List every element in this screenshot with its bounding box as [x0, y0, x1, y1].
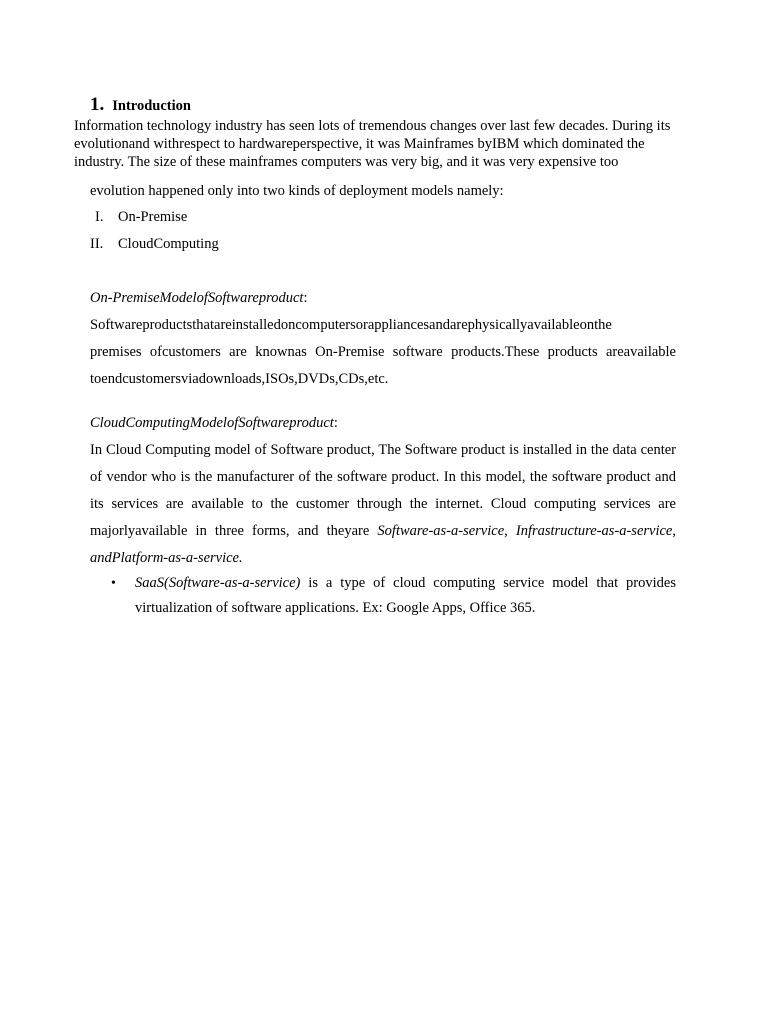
on-premise-heading [90, 288, 307, 308]
on-premise-heading-text: On-PremiseModelofSoftwareproduct [90, 290, 304, 306]
cloud-paragraph [90, 437, 676, 572]
cloud-heading-text: CloudComputingModelofSoftwareproduct [90, 415, 334, 431]
paragraph-line: Softwareproductsthatareinstalledoncomputersorappliancesandarephysicallyavailableonthe [90, 317, 612, 333]
heading-number: 1. [90, 94, 105, 115]
paragraph-line: premises ofcustomers are knownas On-Premise software products.These products areavailable [90, 344, 676, 360]
heading-colon: : [333, 415, 338, 431]
bullet-term: SaaS(Software-as-a-service) [135, 575, 301, 591]
list-marker: II. [90, 236, 104, 252]
list-item-label: CloudComputing [118, 236, 219, 252]
list-item [90, 234, 219, 261]
list-item [108, 571, 676, 621]
evolution-sentence: evolution happened only into two kinds of deployment models namely: [90, 183, 504, 199]
section-heading-introduction [90, 94, 191, 116]
list-item [90, 207, 219, 234]
intro-paragraph: Information technology industry has seen lots of tremendous changes over last few decades. During its evolutionand withrespect to hardwareperspective, it was Mainframes byIBM which dominated the industry. The size of these mainframes computers was very big, and it was very expensive too [74, 118, 671, 170]
cloud-service-models: Software-as-a-service, Infrastructure-as-a-service, andPlatform-as-a-service. [90, 523, 676, 566]
deployment-models-list [90, 207, 219, 261]
bullet-text: is a type of cloud computing service model that provides virtualization of software applications. Ex: Google Apps, Office 365. [135, 575, 676, 616]
on-premise-paragraph [90, 312, 676, 393]
cloud-heading [90, 413, 338, 433]
list-item-label: On-Premise [118, 209, 188, 225]
cloud-paragraph-text: In Cloud Computing model of Software product, The Software product is installed in the data center of vendor who is the manufacturer of the software product. In this model, the software product and its services are available to the customer through the internet. Cloud computing services are majorlyavailable in three forms, and theyare [90, 442, 676, 539]
list-marker: I. [95, 209, 104, 225]
heading-title: Introduction [112, 98, 191, 114]
bullet-dot-icon: • [111, 576, 116, 591]
paragraph-line: toendcustomersviadownloads,ISOs,DVDs,CDs,etc. [90, 371, 389, 387]
service-model-bullets [108, 571, 676, 621]
heading-colon: : [303, 290, 308, 306]
